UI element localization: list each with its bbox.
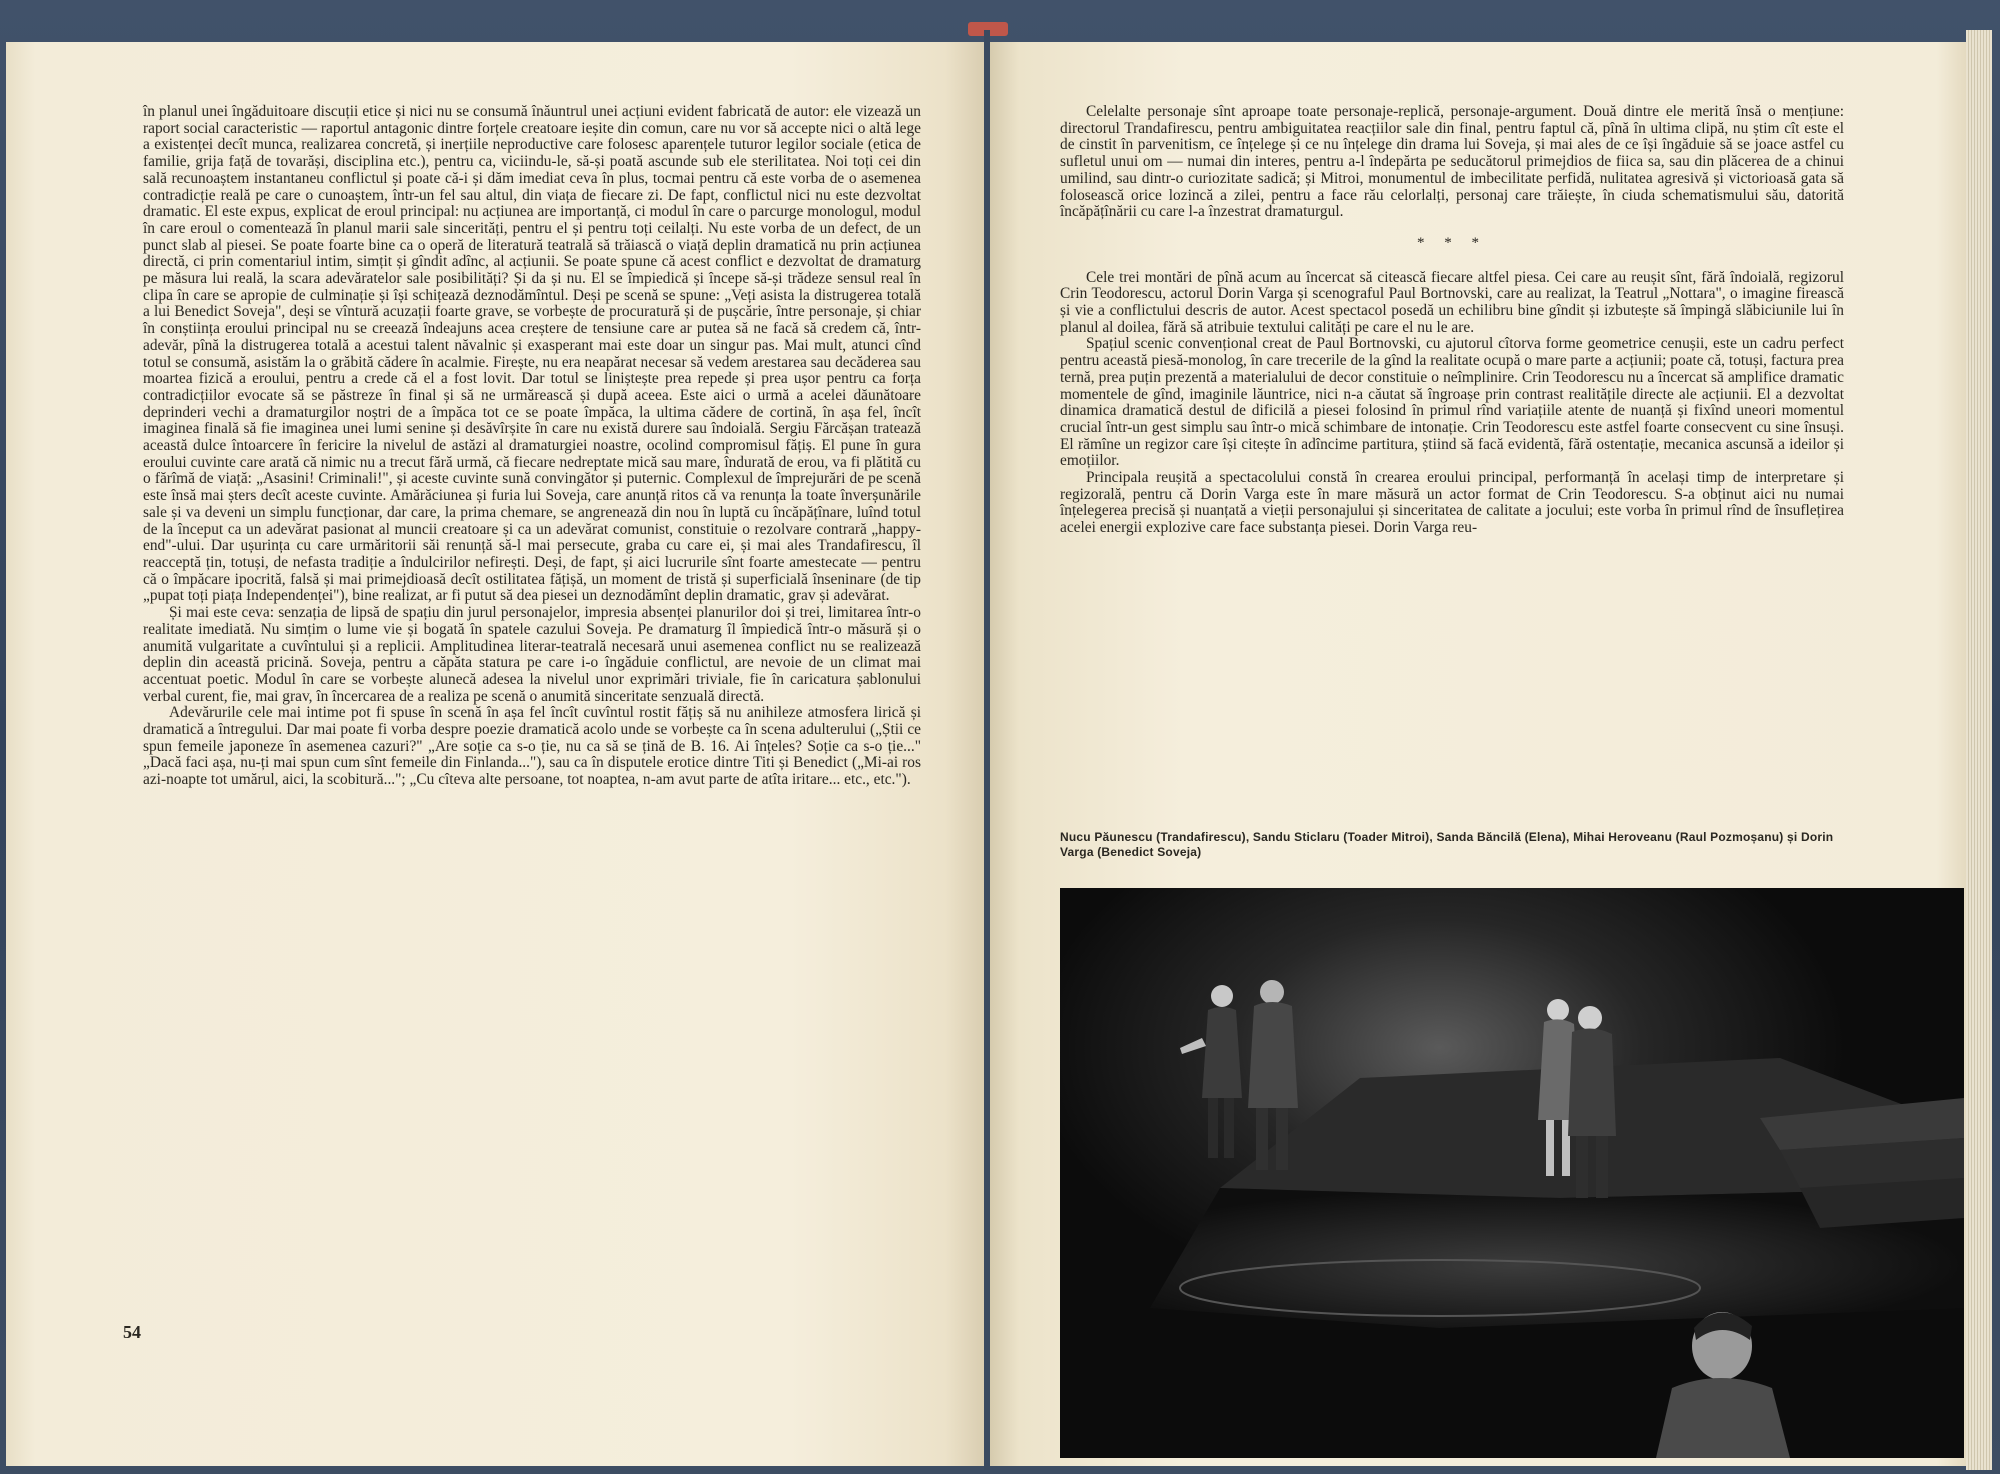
stage-photo-image	[1060, 888, 1964, 1458]
section-separator: * * *	[1417, 234, 1487, 251]
left-paragraph-3: Adevărurile cele mai intime pot fi spuse în scenă în așa fel încît cuvîntul rostit fățiș să nu anihileze atmosfera lirică și dramatică a întregului. Dar mai poate fi vorba despre poezie dramatică acolo unde se vorbește ca în scena adulterului („Știi ce spun femeile japoneze în asemenea cazuri?" „Are soție ca s-o ție, nu ca să se țină de B. 16. Ai înțeles? Soție ca s-o ție..." „Dacă faci așa, nu-ți mai spun cum sînt femeile din Finlanda..."), sau ca în disputele erotice dintre Titi și Benedict („Mi-ai ros azi-noapte tot umărul, aici, la scobitură..."; „Cu cîteva alte persoane, tot noaptea, n-am avut parte de atîta iritare... etc., etc.").	[143, 704, 921, 789]
right-paragraph-intro: Celelalte personaje sînt aproape toate personaje-replică, personaje-argument. Două dintre ele merită însă o mențiune: directorul Trandafirescu, pentru ambiguitatea reacțiilor sale din final, pentru faptul că, pînă în ultima clipă, nu știm cît este el de cinstit în parvenitism, ce înțelege și ce nu înțelege din drama lui Soveja, și mai ales de ce își îngăduie să se joace astfel cu sufletul unui om — numai din interes, pentru a-l îndepărta pe seducătorul primejdios de fiica sa, sau din plăcerea de a chinui umilind, sau dintr-o curiozitate sadică; și Mitroi, monumentul de imbecilitate perfidă, nulitatea agresivă și victorioasă gata să folosească orice lozincă a zilei, pentru a face rău celorlalți, personaj care trăiește, în ciuda schematismului său, datorită încăpățînării cu care l-a înzestrat dramaturgul.	[1060, 103, 1844, 221]
left-page-text	[143, 104, 921, 789]
page-edges	[1966, 30, 1992, 1470]
right-page-text-top	[1060, 104, 1844, 537]
left-paragraph-1: în planul unei îngăduitoare discuții etice și nici nu se consumă înăuntrul unei acțiuni evident fabricată de autor: ele vizează un raport social caracteristic — raportul antagonic dintre forțele creatoare ieșite din comun, care nu vor să accepte nici o altă lege a existenței decît munca, realizarea concretă, și inerțiile neproductive care folosesc aparențele tuturor legilor sociale (etica de familie, grija față de tovarăși, disciplina etc.), pentru ca, viciindu-le, să-și poată ascunde sub ele sterilitatea. Noi toți cei din sală recunoaștem instantaneu conflictul și poate că-i și dăm imediat ceva în plus, tocmai pentru că este vorba de o asemenea contradicție reală pe care o cunoaștem, într-un fel sau altul, din viața de fiecare zi. De fapt, conflictul nici nu este dezvoltat dramatic. El este expus, explicat de eroul principal: nu acțiunea are importanță, ci modul în care o parcurge monologul, modul în care eroul o comentează în planul marii sale sincerități, pentru el și pentru toți ceilalți. Nu este vorba de un defect, de un punct slab al piesei. Se poate foarte bine ca o operă de literatură teatrală să trăiască o viață deplin dramatică nu prin acțiunea directă, ci prin comentariul intim, simțit și gîndit adînc, al acțiunii. Se poate spune că acest conflict e dezvoltat de dramaturg pe măsura lui reală, la scara adevăratelor sale posibilități? Și da și nu. El se împiedică și începe să-și trădeze sensul real în clipa în care se apropie de culminație și își schițează deznodămîntul. Deși pe scenă se spune: „Veți asista la distrugerea totală a lui Benedict Soveja", deși se vîntură acuzații foarte grave, se vorbește de procuratură și de pușcărie, între personaje, și chiar în conștiința eroului principal nu se creează îndeajuns acea creștere de tensiune care ar putea să ne facă să credem că, într-adevăr, pînă la distrugerea totală a acestui talent năvalnic și exasperant mai este doar un singur pas. Mai mult, atunci cînd totul se consumă, asistăm la o grăbită cădere în acalmie. Firește, nu era neapărat necesar să vedem arestarea sau decăderea sau moartea fizică a eroului, pentru a crede că el a fost lovit. Dar totul se liniștește prea repede și prea ușor pentru ca forța contradicțiilor evocate să se păstreze în final și să ne urmărească și după aceea. Este aici o urmă a acelei dăunătoare deprinderi vechi a dramaturgilor noștri de a împăca tot ce se poate împăca, la ultima cădere de cortină, în așa fel, încît imaginea finală să fie imaginea unei lumi senine și desăvîrșite în care nu există durere sau îndoială. Sergiu Fărcășan tratează această dulce întoarcere în fericire la nivelul de astăzi al dramaturgiei noastre, ocolind compromisul fățiș. El pune în gura eroului cuvinte care arată că nimic nu a trecut fără urmă, că fiecare nedreptate mică sau mare, îndurată de erou, va fi plătită cu o fărîmă de viață: „Asasini! Criminali!", și aceste cuvinte sună convingător și puternic. Complexul de împrejurări de pe scenă este însă mai șters decît aceste cuvinte. Amărăciunea și furia lui Soveja, care anunță ritos că va renunța la toate înverșunările sale și va deveni un simplu funcționar, dar care, la prima chemare, se angrenează din nou în luptă cu încăpățînare, luînd totul de la început ca un adevărat pasionat al muncii creatoare și ca un adevărat comunist, constituie o rezolvare contrară „happy-end"-ului. Dar ușurința cu care urmăritorii săi renunță să-l mai persecute, graba cu care ei, și mai ales Trandafirescu, îl reacceptă țin, totuși, de nefasta tradiție a îndulcirilor nefirești. Deși, de fapt, și aici lucrurile sînt foarte amestecate — pentru că o împăcare ipocrită, falsă și mai primejdioasă decît ostilitatea fățișă, un moment de tristă și superficială înseninare (de tip „pupat toți piața Independenței"), bine realizat, ar fi putut să dea piesei un deznodămînt deplin dramatic, grav și adevărat.	[143, 103, 921, 605]
page-number: 54	[123, 1322, 141, 1342]
right-paragraph-1: Cele trei montări de pînă acum au încercat să citească fiecare altfel piesa. Cei care au reușit sînt, fără îndoială, regizorul Crin Teodorescu, actorul Dorin Varga și scenograful Paul Bortnovski, care au realizat, la Teatrul „Nottara", o imagine firească și vie a conflictului descris de autor. Acest spectacol posedă un echilibru bine gîndit și izbutește să împingă slăbiciunile lui în planul al doilea, fără să atribuie textului calități pe care el nu le are.	[1060, 268, 1844, 336]
right-paragraph-3: Principala reușită a spectacolului constă în crearea eroului principal, performanță în același timp de interpretare și regizorală, pentru că Dorin Varga este în mare măsură un actor format de Crin Teodorescu. S-a obținut aici nu numai înțelegerea precisă și nuanțată a vieții personajului și sinceritatea de calitate a jocului; este vorba în primul rînd de însuflețirea acelei energii explozive care face substanța piesei. Dorin Varga reu-	[1060, 469, 1844, 537]
left-paragraph-2: Și mai este ceva: senzația de lipsă de spațiu din jurul personajelor, impresia absenței planurilor doi și trei, limitarea într-o realitate imediată. Nu simțim o lume vie și bogată în spatele cazului Soveja. Pe dramaturg îl împiedică într-o măsură și o anumită vulgaritate a cuvîntului și a replicii. Amplitudinea literar-teatrală necesară unui asemenea conflict nu se realizează deplin din această pricină. Soveja, pentru a căpăta statura pe care i-o îngăduie conflictul, are nevoie de un climat mai accentuat poetic. Modul în care se vorbește alunecă adesea la nivelul unor exprimări triviale, fie în caricatura șablonului verbal curent, fie, mai grav, în încercarea de a realiza pe scenă o anumită sinceritate senzuală directă.	[143, 604, 921, 705]
right-paragraph-2: Spațiul scenic convențional creat de Paul Bortnovski, cu ajutorul cîtorva forme geometrice cenușii, este un cadru perfect pentru această piesă-monolog, în care trecerile de la gînd la realitate ocupă o mare parte a acțiunii; poate că, totuși, factura prea ternă, prea puțin prezentă a materialului de decor constituie o neîmplinire. Crin Teodorescu nu a încercat să amplifice dramatic momentele de gînd, imaginile lăuntrice, nici n-a căutat să îngroașe prin contrast realitățile directe ale acțiunii. El a dezvoltat dinamica dramatică destul de dificilă a piesei folosind în primul rînd variațiile atente de nuanță și fixînd uneori momentul crucial într-un gest simplu sau într-o mică schimbare de intonație. Crin Teodorescu este astfel foarte consecvent cu sine însuși. El rămîne un regizor care își citește în adîncime partitura, știind să facă evidentă, fără ostentație, mecanica ascunsă a ideilor și emoțiilor.	[1060, 335, 1844, 470]
stage-photo	[1060, 888, 1964, 1458]
photo-caption: Nucu Păunescu (Trandafirescu), Sandu Sticlaru (Toader Mitroi), Sanda Băncilă (Elena), Mihai Heroveanu (Raul Pozmoșanu) și Dorin Varga (Benedict Soveja)	[1060, 830, 1834, 859]
